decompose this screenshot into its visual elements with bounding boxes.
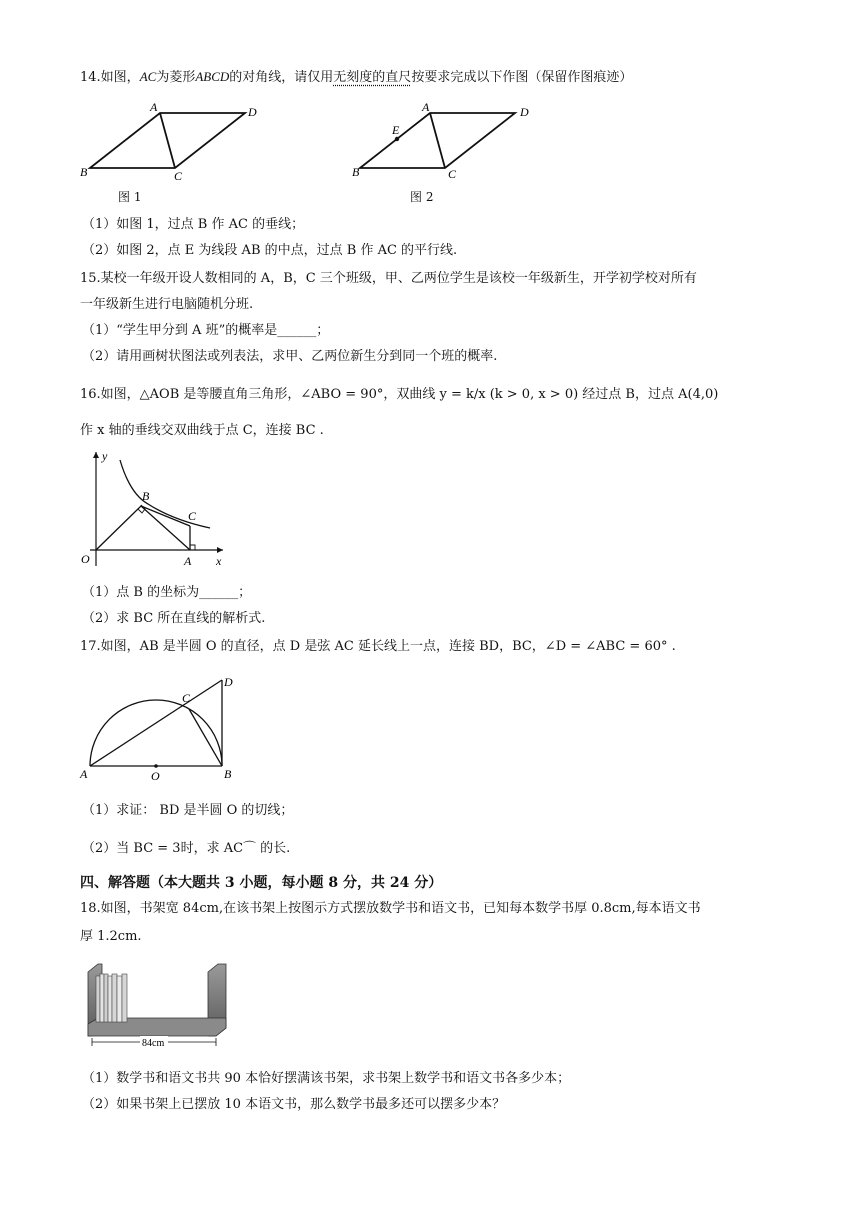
q16-stem-line1: 16.如图，△AOB 是等腰直角三角形，∠ABO = 90°，双曲线 y = k/x (k > 0, x > 0) 经过点 B，过点 A(4,0) xyxy=(80,387,719,402)
q14-part1: （1）如图 1，过点 B 作 AC 的垂线； xyxy=(82,217,305,232)
q17-figure xyxy=(78,668,248,784)
q15-part1: （1）“学生甲分到 A 班”的概率是______； xyxy=(82,323,330,338)
q17-label-b: B xyxy=(224,767,232,781)
q18-stem-line1: 18.如图，书架宽 84cm,在该书架上按图示方式摆放数学书和语文书，已知每本数学书厚 0.8cm,每本语文书 xyxy=(80,901,701,916)
q14-figure-1 xyxy=(80,98,270,188)
fig2-caption: 图 2 xyxy=(410,190,434,204)
q16-label-a: A xyxy=(184,554,192,568)
section-4-title: 四、解答题（本大题共 3 小题，每小题 8 分，共 24 分） xyxy=(80,875,443,891)
fig2-label-a: A xyxy=(422,100,430,114)
q16-label-x: x xyxy=(216,554,222,568)
q14-figure-2 xyxy=(350,98,540,188)
q17-part1: （1）求证： BD 是半圆 O 的切线； xyxy=(82,803,294,818)
q17-label-a: A xyxy=(80,767,88,781)
q17-label-d: D xyxy=(224,675,233,689)
fig1-label-b: B xyxy=(80,165,88,179)
q17-label-c: C xyxy=(182,691,191,705)
fig1-label-d: D xyxy=(248,105,257,119)
fig2-label-d: D xyxy=(520,105,529,119)
q16-figure xyxy=(78,448,228,573)
q17-label-o: O xyxy=(151,769,160,783)
q15-stem-line1: 15.某校一年级开设人数相同的 A，B，C 三个班级，甲、乙两位学生是该校一年级新生，开学初学校对所有 xyxy=(80,271,697,286)
fig2-label-b: B xyxy=(352,165,360,179)
q18-bookshelf-figure xyxy=(86,962,236,1050)
q18-part2: （2）如果书架上已摆放 10 本语文书，那么数学书最多还可以摆多少本？ xyxy=(82,1097,506,1112)
q16-label-b: B xyxy=(142,489,150,503)
q15-part2: （2）请用画树状图法或列表法，求甲、乙两位新生分到同一个班的概率. xyxy=(82,349,498,364)
q14-part2: （2）如图 2，点 E 为线段 AB 的中点，过点 B 作 AC 的平行线. xyxy=(82,243,458,258)
fig1-label-c: C xyxy=(174,169,183,183)
fig2-label-e: E xyxy=(392,123,400,137)
q16-label-y: y xyxy=(102,449,108,463)
q16-label-o: O xyxy=(81,552,90,566)
q18-width-label: 84cm xyxy=(142,1038,165,1049)
q16-part1: （1）点 B 的坐标为______； xyxy=(82,585,252,600)
q18-part1: （1）数学书和语文书共 90 本恰好摆满该书架，求书架上数学书和语文书各多少本； xyxy=(82,1071,571,1086)
q16-stem-line2: 作 x 轴的垂线交双曲线于点 C，连接 BC . xyxy=(80,423,324,438)
q17-part2: （2）当 BC = 3时，求 AC⌒ 的长. xyxy=(82,841,291,856)
q18-stem-line2: 厚 1.2cm. xyxy=(80,929,142,944)
fig1-label-a: A xyxy=(150,100,158,114)
q16-label-c: C xyxy=(188,509,197,523)
q17-stem: 17.如图，AB 是半圆 O 的直径，点 D 是弦 AC 延长线上一点，连接 BD，BC，∠D = ∠ABC = 60° . xyxy=(80,639,676,654)
q14-stem: 14.如图，AC为菱形ABCD的对角线，请仅用无刻度的直尺按要求完成以下作图（保留作图痕迹） xyxy=(80,69,633,85)
fig1-caption: 图 1 xyxy=(118,190,142,204)
q15-stem-line2: 一年级新生进行电脑随机分班. xyxy=(80,297,254,312)
fig2-label-c: C xyxy=(448,167,457,181)
q16-part2: （2）求 BC 所在直线的解析式. xyxy=(82,611,266,626)
